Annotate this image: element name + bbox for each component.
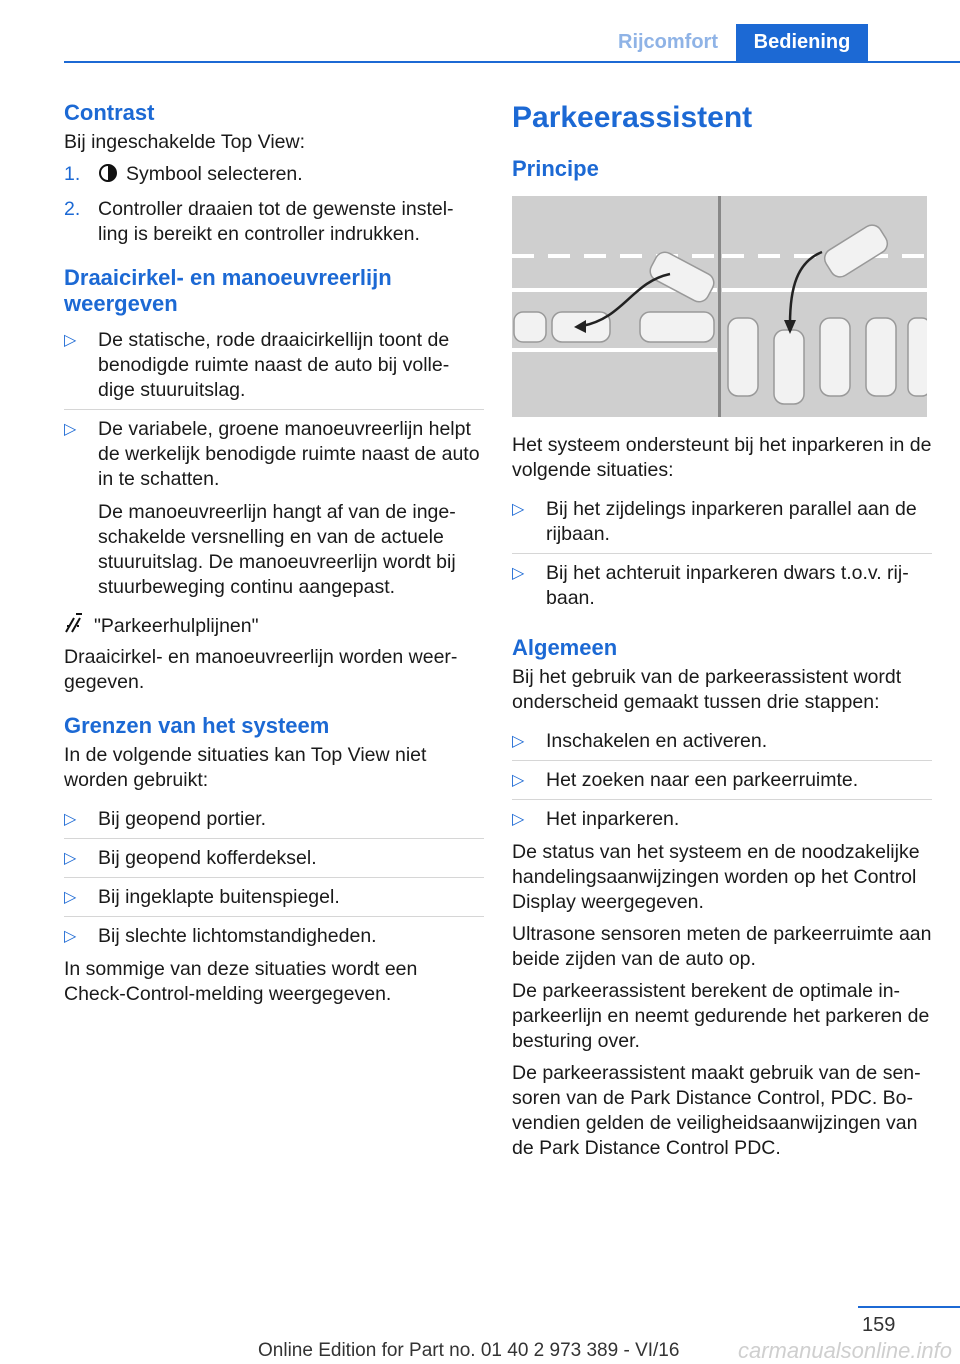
limits-intro: In de volgende situaties kan Top View niet worden gebruikt: [64,744,427,791]
general-paragraph: De parkeerassistent maakt gebruik van de sen‐ soren van de Park Distance Control, PDC. Bo‐ vendien gelden de veiligheidsaanwijzingen van de Park Distance Control PDC. [512,1062,921,1159]
step-number: 2. [64,198,81,220]
list-item-text: Het zoeken naar een parkeerruimte. [546,769,859,791]
list-item-subtext: De manoeuvreerlijn hangt af van de inge‐ schakelde versnelling en van de actuele stuuruitslag. De manoeuvreerlijn wordt bij stuurbeweging continu aangepast. [98,501,456,598]
general-paragraph: De parkeerassistent berekent de optimale in‐ parkeerlijn en neemt gedurende het parkeren de besturing over. [512,980,930,1052]
triangle-bullet-icon: ▷ [64,421,77,438]
list-item [64,877,484,916]
footer-rule [858,1306,960,1308]
step-text: Controller draaien tot de gewenste instel‐ ling is bereikt en controller indrukken. [98,198,454,245]
list-item-text: De statische, rode draaicirkellijn toont de benodigde ruimte naast de auto bij volle‐ dige stuuruitslag. [98,329,450,401]
triangle-bullet-icon: ▷ [64,889,77,906]
list-item [512,760,932,799]
step-number: 1. [64,163,81,185]
contrast-step [64,197,484,247]
triangle-bullet-icon: ▷ [64,332,77,349]
contrast-heading: Contrast [64,100,155,125]
principle-heading: Principe [512,156,599,181]
list-item [512,722,932,760]
list-item-text: Bij geopend kofferdeksel. [98,847,317,869]
list-item-text: Bij het zijdelings inparkeren parallel aan de rijbaan. [546,498,917,545]
turning-bullets [64,321,484,606]
triangle-bullet-icon: ▷ [64,811,77,828]
right-column [512,100,932,1168]
triangle-bullet-icon: ▷ [512,772,525,789]
list-item-text: Het inparkeren. [546,808,680,830]
principle-intro: Het systeem ondersteunt bij het inparkeren in de volgende situaties: [512,434,932,481]
triangle-bullet-icon: ▷ [64,850,77,867]
list-item [64,800,484,838]
list-item [512,490,932,553]
page-number: 159 [862,1314,896,1336]
triangle-bullet-icon: ▷ [512,811,525,828]
triangle-bullet-icon: ▷ [64,928,77,945]
list-item-text: Bij ingeklapte buitenspiegel. [98,886,340,908]
general-paragraph: Ultrasone sensoren meten de parkeerruimte aan beide zijden van de auto op. [512,923,932,970]
list-item [512,799,932,838]
list-item-text: Bij slechte lichtomstandigheden. [98,925,377,947]
turning-heading: Draaicirkel- en manoeuvreerlijn weergeven [64,265,392,316]
general-heading: Algemeen [512,635,618,660]
header-section-tab: Rijcomfort [618,31,718,53]
list-item [512,553,932,617]
list-item [64,409,484,606]
edition-note: Online Edition for Part no. 01 40 2 973 389 - VI/16 [258,1340,680,1361]
menu-item-label: "Parkeerhulplijnen" [94,615,259,637]
list-item [64,916,484,955]
contrast-intro: Bij ingeschakelde Top View: [64,131,306,153]
contrast-icon [98,163,118,190]
triangle-bullet-icon: ▷ [512,501,525,518]
triangle-bullet-icon: ▷ [512,565,525,582]
contrast-step [64,162,484,190]
general-paragraph: De status van het systeem en de noodzakelijke handelingsaanwijzingen worden op het Control Display weergegeven. [512,841,920,913]
list-item-text: De variabele, groene manoeuvreerlijn helpt de werkelijk benodigde ruimte naast de auto in te schatten. [98,418,480,490]
page-title: Parkeerassistent [512,101,753,134]
turning-result: Draaicirkel- en manoeuvreerlijn worden weer‐ gegeven. [64,646,458,693]
step-text: Symbool selecteren. [126,163,303,185]
list-item-text: Bij het achteruit inparkeren dwars t.o.v. rij‐ baan. [546,562,909,609]
guide-lines-icon [64,612,86,641]
limits-heading: Grenzen van het systeem [64,713,330,738]
left-column [64,100,484,1014]
limits-outro: In sommige van deze situaties wordt een Check-Control-melding weergegeven. [64,958,418,1005]
header-rule [64,61,960,63]
watermark: carmanualsonline.info [737,1338,952,1363]
parking-illustration [512,196,927,417]
menu-path [64,612,484,641]
contrast-steps [64,162,484,247]
general-intro: Bij het gebruik van de parkeerassistent wordt onderscheid gemaakt tussen drie stappen: [512,666,902,713]
general-bullets [512,722,932,838]
list-item [64,321,484,409]
limits-bullets [64,800,484,955]
principle-bullets [512,490,932,617]
header-active-tab: Bediening [736,24,868,61]
list-item-text: Inschakelen en activeren. [546,730,768,752]
list-item-text: Bij geopend portier. [98,808,267,830]
triangle-bullet-icon: ▷ [512,733,525,750]
list-item [64,838,484,877]
